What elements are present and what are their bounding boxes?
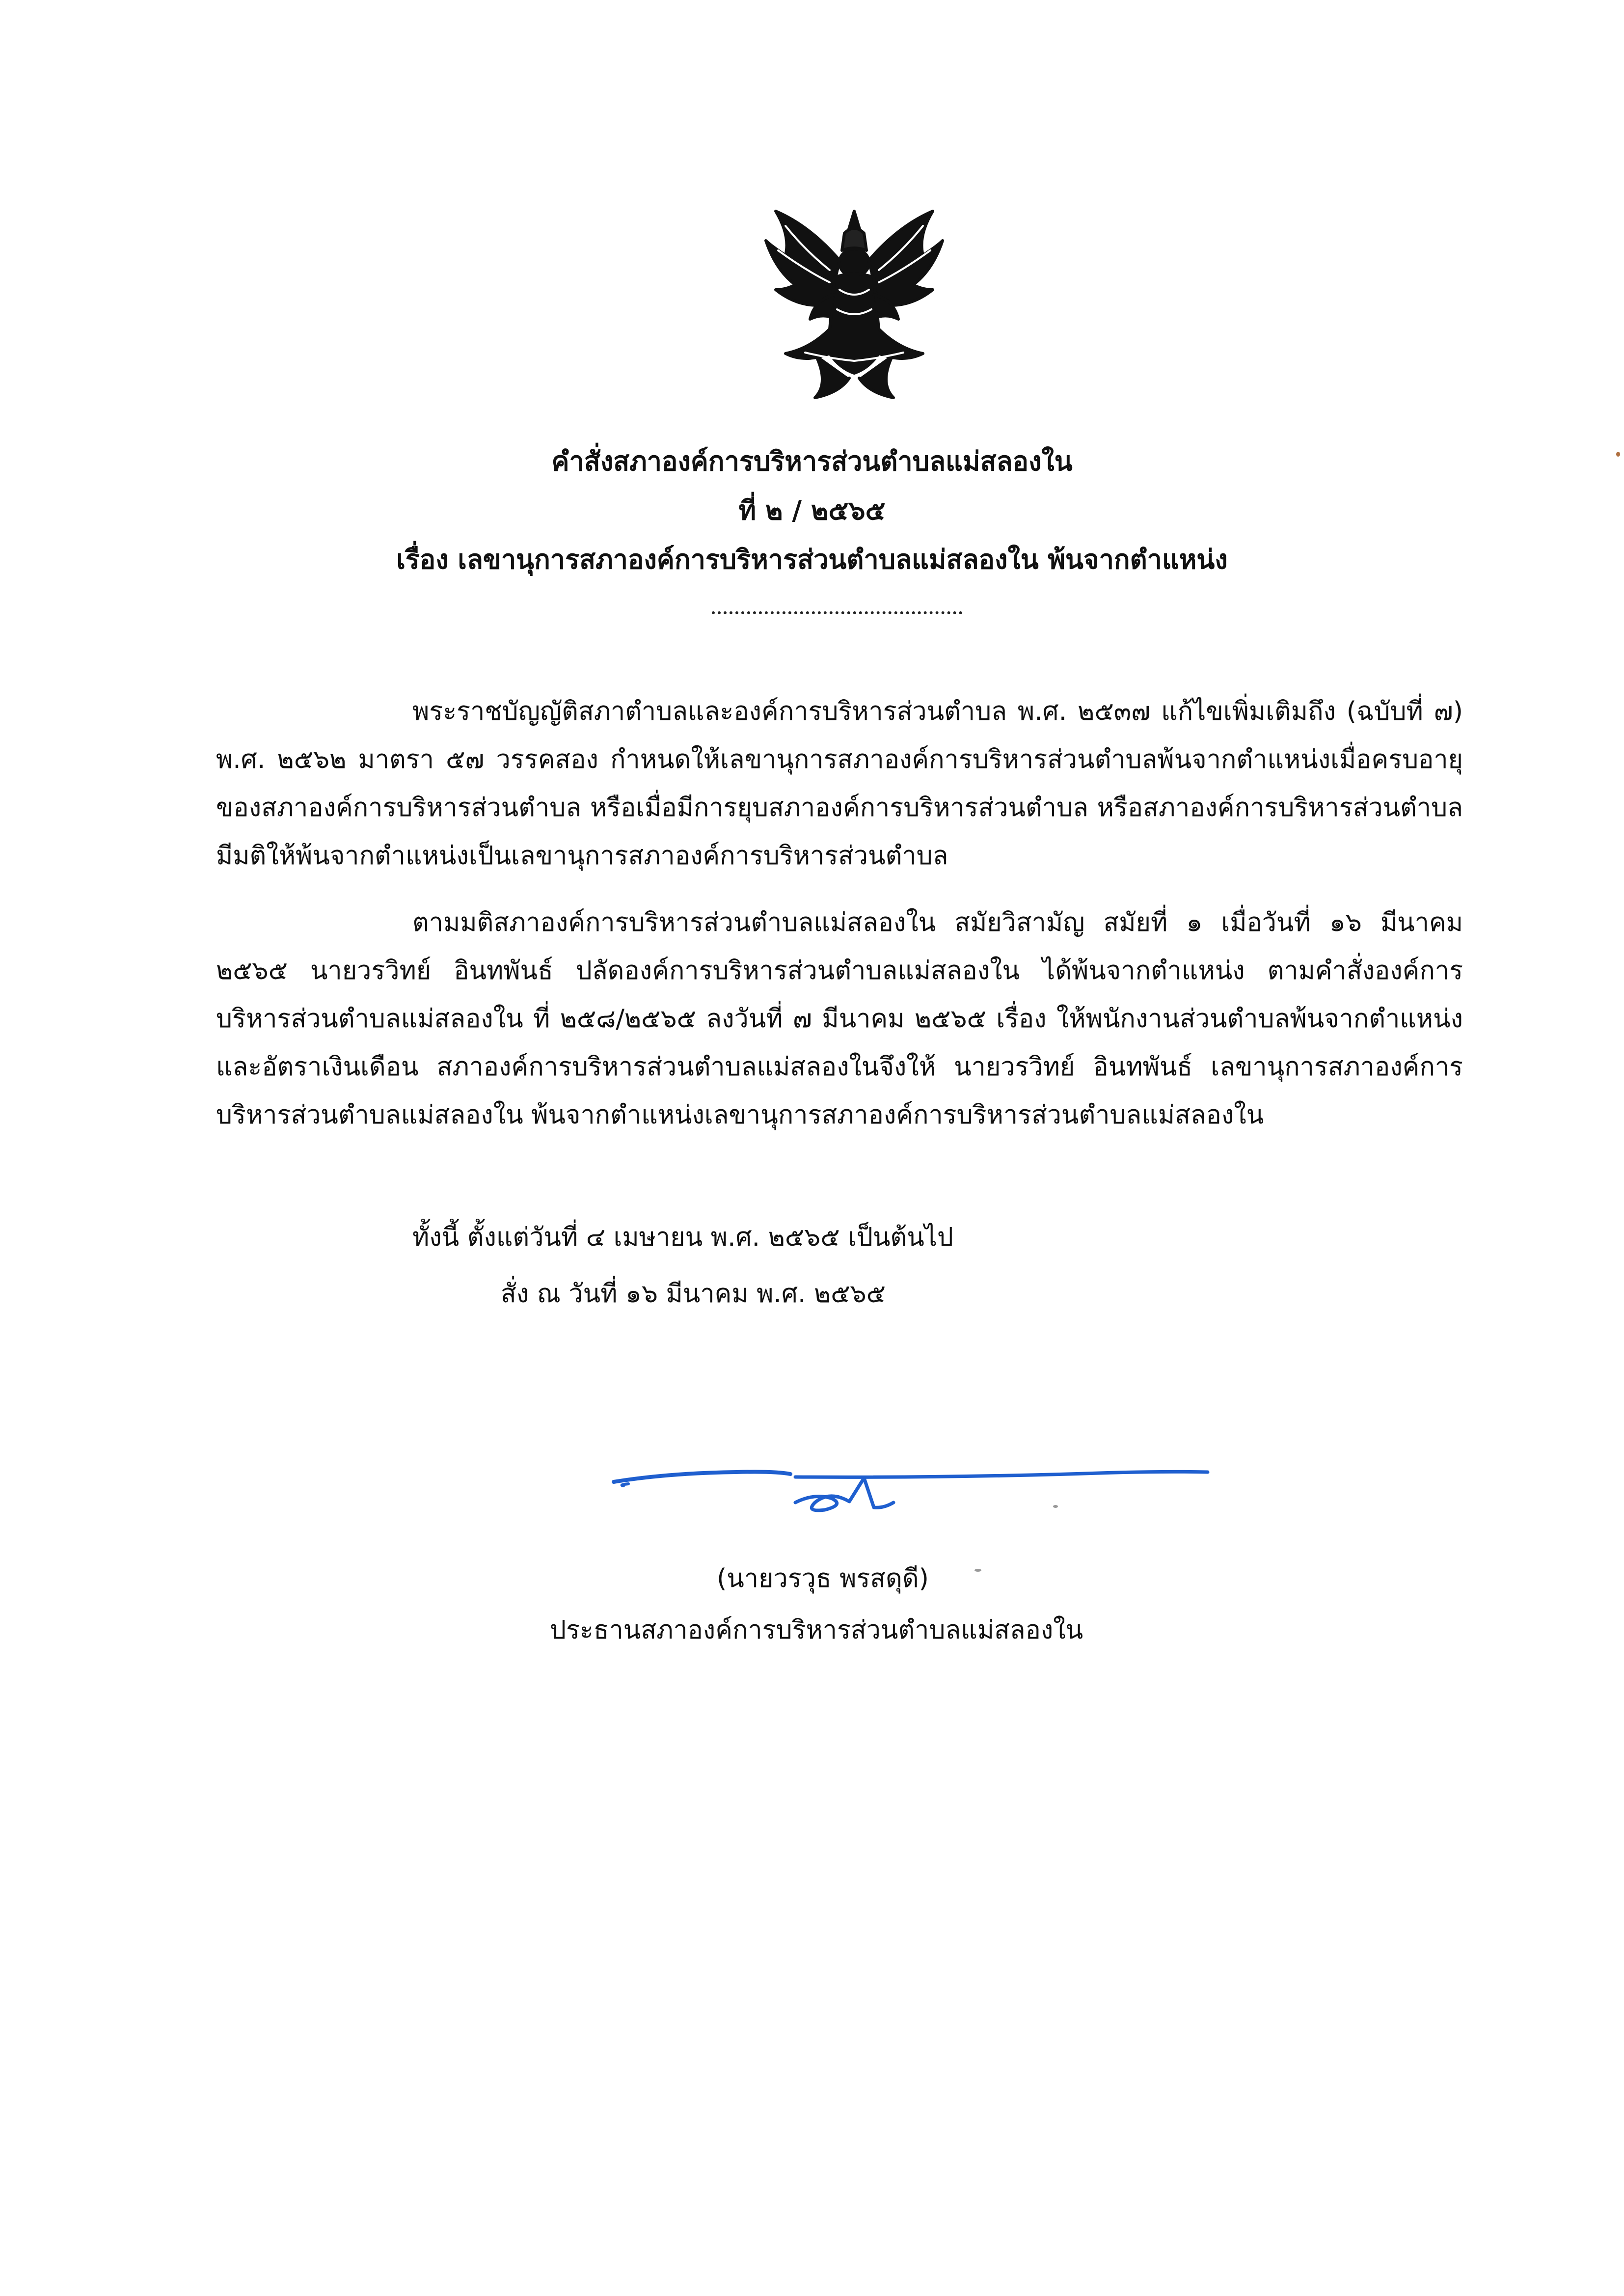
order-subject: เรื่อง เลขานุการสภาองค์การบริหารส่วนตำบลแม่สลองใน พ้นจากตำแหน่ง [396, 544, 1228, 575]
scan-speck [974, 1569, 981, 1572]
dotted-divider [712, 611, 962, 614]
scan-speck [1053, 1505, 1058, 1508]
order-title: คำสั่งสภาองค์การบริหารส่วนตำบลแม่สลองใน [551, 446, 1073, 477]
body-paragraph-2: ตามมติสภาองค์การบริหารส่วนตำบลแม่สลองใน สมัยวิสามัญ สมัยที่ ๑ เมื่อวันที่ ๑๖ มีนาคม ๒๕๖๕ นายวรวิทย์ อินทพันธ์ ปลัดองค์การบริหารส่วนตำบลแม่สลองใน ได้พ้นจากตำแหน่ง ตามคำสั่งองค์การบริหารส่วนตำบลแม่สลองใน ที่ ๒๕๘/๒๕๖๕ ลงวันที่ ๗ มีนาคม ๒๕๖๕ เรื่อง ให้พนักงานส่วนตำบลพ้นจากตำแหน่งและอัตราเงินเดือน สภาองค์การบริหารส่วนตำบลแม่สลองในจึงให้ นายวรวิทย์ อินทพันธ์ เลขานุการสภาองค์การบริหารส่วนตำบลแม่สลองใน พ้นจากตำแหน่งเลขานุการสภาองค์การบริหารส่วนตำบลแม่สลองใน [216, 908, 1463, 1130]
signer-position: ประธานสภาองค์การบริหารส่วนตำบลแม่สลองใน [550, 1615, 1083, 1645]
signer-name: (นายวรวุธ พรสดุดี) [717, 1564, 929, 1593]
order-date-line: สั่ง ณ วันที่ ๑๖ มีนาคม พ.ศ. ๒๕๖๕ [501, 1279, 886, 1309]
garuda-emblem-icon [756, 196, 952, 403]
effective-date-line: ทั้งนี้ ตั้งแต่วันที่ ๔ เมษายน พ.ศ. ๒๕๖๕ เป็นต้นไป [412, 1223, 953, 1252]
order-number: ที่ ๒ / ๒๕๖๕ [738, 495, 886, 526]
handwritten-signature [609, 1444, 1218, 1532]
scan-speck [1616, 452, 1620, 457]
body-paragraph-1: พระราชบัญญัติสภาตำบลและองค์การบริหารส่วนตำบล พ.ศ. ๒๕๓๗ แก้ไขเพิ่มเติมถึง (ฉบับที่ ๗) พ.ศ. ๒๕๖๒ มาตรา ๕๗ วรรคสอง กำหนดให้เลขานุการสภาองค์การบริหารส่วนตำบลพ้นจากตำแหน่งเมื่อครบอายุของสภาองค์การบริหารส่วนตำบล หรือเมื่อมีการยุบสภาองค์การบริหารส่วนตำบล หรือสภาองค์การบริหารส่วนตำบลมีมติให้พ้นจากตำแหน่งเป็นเลขานุการสภาองค์การบริหารส่วนตำบล [216, 697, 1463, 871]
